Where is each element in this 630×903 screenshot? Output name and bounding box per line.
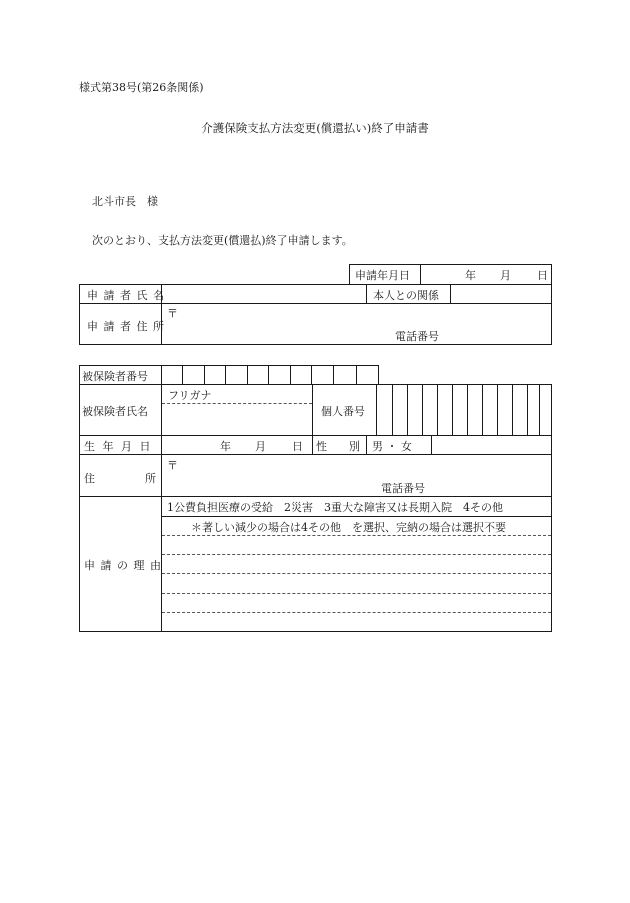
- date-year: 年: [465, 269, 476, 282]
- insured-number-field[interactable]: [163, 366, 377, 384]
- insured-number-label: 被保険者番号: [82, 370, 148, 383]
- applicant-name-field[interactable]: [163, 285, 365, 302]
- insured-address-label-2: 所: [145, 472, 156, 485]
- reason-text-field[interactable]: [163, 536, 550, 630]
- sex-options[interactable]: 男 ・ 女: [372, 440, 412, 453]
- addressee: 北斗市長 様: [92, 195, 158, 208]
- insured-name-field[interactable]: [163, 405, 311, 433]
- personal-number-field[interactable]: [377, 385, 551, 434]
- date-label: 申請年月日: [355, 269, 410, 282]
- form-title: 介護保険支払方法変更(償還払い)終了申請書: [201, 121, 429, 135]
- birth-year: 年: [220, 440, 231, 453]
- reason-note: ＊著しい減少の場合は4その他 を選択、完納の場合は選択不要: [191, 521, 506, 534]
- insured-address-field[interactable]: [163, 456, 550, 494]
- personal-number-label: 個人番号: [321, 405, 365, 418]
- reason-label: 申 請 の 理 由: [84, 559, 162, 572]
- applicant-name-label: 申 請 者 氏 名: [87, 289, 165, 302]
- intro-text: 次のとおり、支払方法変更(償還払)終了申請します。: [92, 234, 353, 247]
- reason-options[interactable]: 1公費負担医療の受給 2災害 3重大な障害又は長期入院 4その他: [167, 501, 503, 514]
- birth-label: 生 年 月 日: [84, 440, 153, 453]
- insured-postal-mark: 〒: [167, 459, 178, 472]
- relation-field[interactable]: [452, 285, 550, 302]
- sex-label: 性 別: [316, 440, 360, 453]
- birth-day: 日: [292, 440, 303, 453]
- applicant-postal-mark: 〒: [167, 307, 178, 320]
- form-number: 様式第38号(第26条関係): [79, 81, 204, 94]
- date-month: 月: [500, 269, 511, 282]
- kana-label: フリガナ: [168, 389, 212, 402]
- applicant-address-field[interactable]: [163, 305, 550, 343]
- applicant-address-label: 申 請 者 住 所: [87, 320, 165, 333]
- relation-label: 本人との関係: [373, 289, 439, 302]
- applicant-phone-label: 電話番号: [395, 330, 439, 343]
- insured-phone-label: 電話番号: [381, 482, 425, 495]
- insured-address-label-1: 住: [84, 472, 95, 485]
- insured-name-label: 被保険者氏名: [82, 405, 148, 418]
- birth-month: 月: [255, 440, 266, 453]
- date-day: 日: [537, 269, 548, 282]
